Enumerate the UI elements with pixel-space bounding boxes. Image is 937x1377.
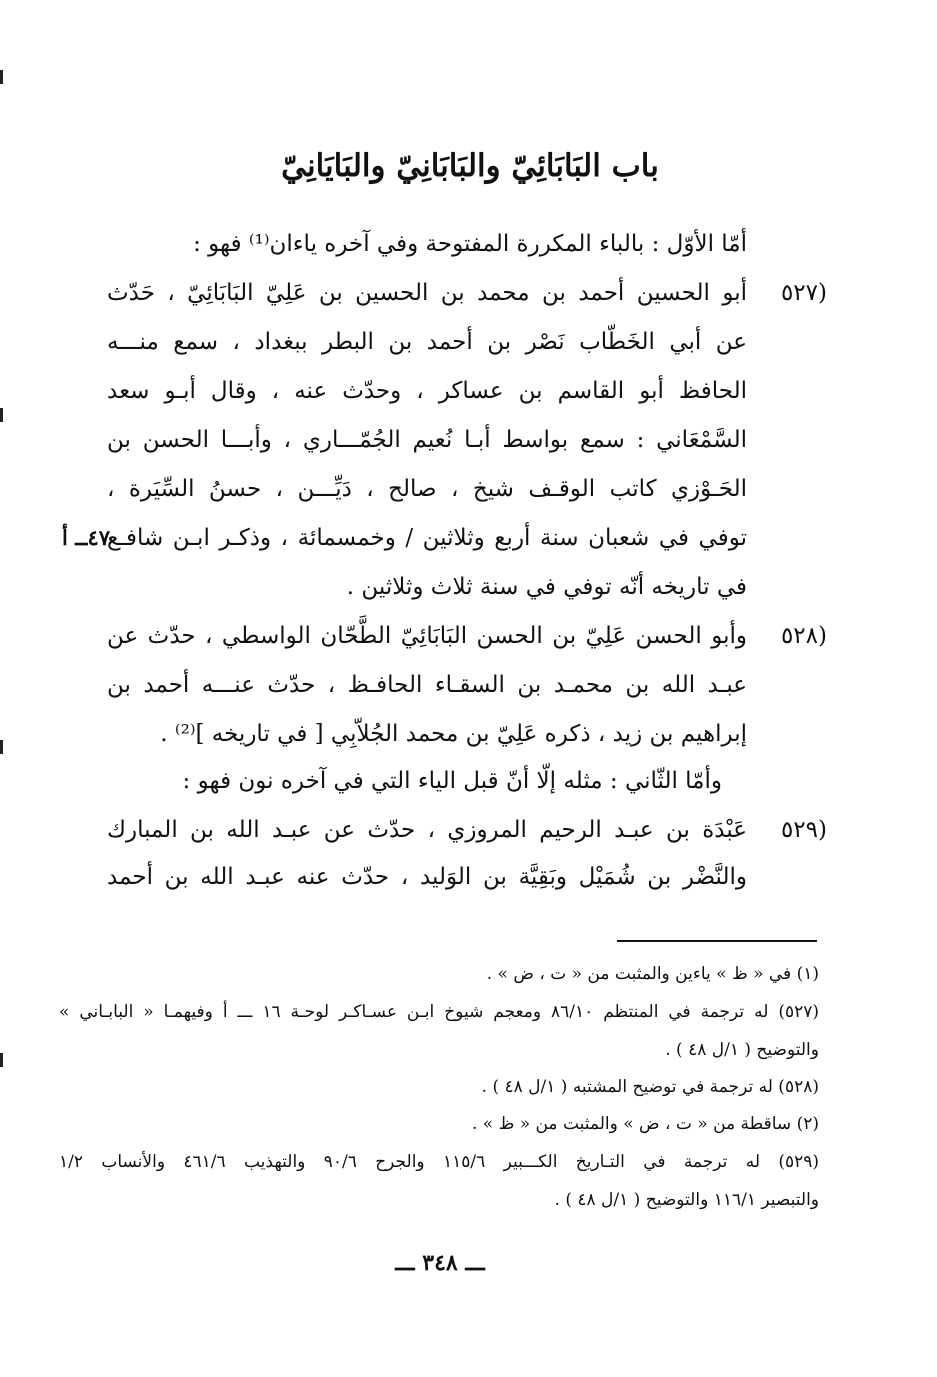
entry-line: والنَّضْر بن شُمَيْل وبَقِيَّة بن الوَليد ، حدّث عنه عبـد الله بن أحمد [107,864,747,890]
entry-line: عن أبي الخَطّاب نَصْر بن أحمد بن البطر ببغداد ، سمع منـــه [107,329,747,355]
intro-line: وأمّا الثّاني : مثله إلّا أنّ قبل الياء التي في آخره نون فهو : [182,768,722,794]
entry-line: أبو الحسين أحمد بن محمد بن الحسين بن عَلِيّ البَابَائِيّ ، حَدّث [107,280,747,306]
footnote: (١) في « ظ » ياءين والمثبت من « ت ، ض » . [486,964,819,984]
footnote: (٥٢٧) له ترجمة في المنتظم ٨٦/١٠ ومعجم شيوخ ابـن عسـاكـر لوحـة ١٦ ـــ أ وفيهمـا « البابـاني » [59,1002,819,1022]
scan-edge-mark [0,70,3,84]
footnote: والتوضيح ( ١/ل ٤٨ ) . [665,1040,819,1060]
entry-line: الحَـوْزي كاتب الوقـف شيخ ، صالح ، دَيِّـــن ، حسنُ السِّيَرة ، [107,476,747,502]
chapter-title: باب البَابَائِيّ والبَابَانِيّ والبَايَانِيّ [281,148,659,184]
entry-number: (٥٢٨ [780,623,827,649]
entry-line: وأبو الحسن عَلِيّ بن الحسن البَابَائِيّ الطَّحّان الواسطي ، حدّث عن [107,623,747,649]
entry-number: (٥٢٧ [780,280,827,306]
manuscript-folio-marker: ٤٧ــ أ [62,525,111,550]
entry-line: في تاريخه أنّه توفي في سنة ثلاث وثلاثين . [346,574,747,600]
scan-edge-mark [0,408,3,422]
footnote: (٥٢٩) له ترجمة في التـاريخ الكـــبير ١١٥/٦ والجرح ٩٠/٦ والتهذيب ٤٦١/٦ والأنساب ١/٢ [59,1152,820,1172]
entry-line: السَّمْعَاني : سمع بواسط أبـا نُعيم الجُمّـــاري ، وأبـــا الحسن بن [107,427,747,453]
scan-edge-mark [0,1053,3,1067]
footnote: (٥٢٨) له ترجمة في توضيح المشتبه ( ١/ل ٤٨ ) . [481,1077,819,1097]
entry-number: (٥٢٩ [780,817,827,843]
entry-line: عبـد الله بن محمـد بن السقـاء الحافـظ ، حدّث عنـــه أحمد بن [107,672,747,698]
footnote: والتبصير ١١٦/١ والتوضيح ( ١/ل ٤٨ ) . [554,1190,819,1210]
entry-line: عَبْدَة بن عبـد الرحيم المروزي ، حدّث عن عبـد الله بن المبارك [107,817,747,843]
entry-line: الحافظ أبو القاسم بن عساكر ، وحدّث عنه ، وقال أبـو سعد [107,378,747,404]
entry-line: توفي في شعبان سنة أربع وثلاثين / وخمسمائة ، وذكـر ابـن شافـع [107,525,747,551]
entry-line: إبراهيم بن زيد ، ذكره عَلِيّ بن محمد الجُلاّبِي [ في تاريخه ]⁽²⁾ . [160,721,747,747]
scan-edge-mark [0,740,3,754]
page-number: ـــ ٣٤٨ ـــ [395,1250,485,1276]
intro-line: أمّا الأوّل : بالباء المكررة المفتوحة وفي آخره ياءان⁽¹⁾ فهو : [193,231,747,257]
footnote-separator [617,940,817,942]
footnote: (٢) ساقطة من « ت ، ض » والمثبت من « ظ » . [471,1114,819,1134]
